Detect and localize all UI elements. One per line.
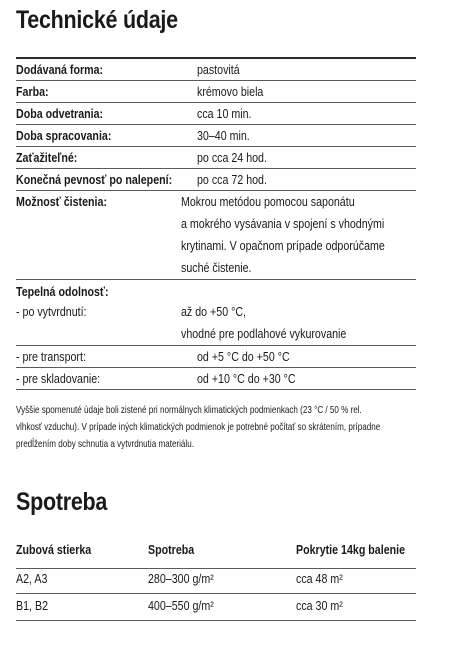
divider xyxy=(16,124,416,125)
spec-label: Dodávaná forma: xyxy=(16,62,104,77)
spec-value: cca 10 min. xyxy=(197,106,252,121)
table-cell: cca 48 m² xyxy=(296,571,343,586)
section-title-technical-data: Technické údaje xyxy=(16,6,178,34)
spec-label: Možnosť čistenia: xyxy=(16,194,107,209)
spec-label: Doba spracovania: xyxy=(16,128,112,143)
table-header: Zubová stierka xyxy=(16,542,92,557)
spec-value-line: až do +50 °C, xyxy=(181,304,247,319)
footnote-line: vlhkosť vzduchu). V prípade iných klimatických podmienok je potrebné počítať so skrátením, prípadne xyxy=(16,421,381,433)
table-cell: 280–300 g/m² xyxy=(148,571,214,586)
spec-label: Zaťažiteľné: xyxy=(16,150,78,165)
spec-value: od +5 °C do +50 °C xyxy=(197,349,290,364)
footnote-line: predĺžením doby schnutia a vytvrdnutia materiálu. xyxy=(16,438,194,450)
spec-label: Doba odvetrania: xyxy=(16,106,104,121)
footnote xyxy=(16,402,416,453)
spec-value-line: vhodné pre podlahové vykurovanie xyxy=(181,326,347,341)
spec-label: Farba: xyxy=(16,84,49,99)
spec-label: - pre transport: xyxy=(16,349,86,364)
spec-label: Konečná pevnosť po nalepení: xyxy=(16,172,173,187)
divider xyxy=(16,389,416,390)
spec-label: - pre skladovanie: xyxy=(16,371,101,386)
divider xyxy=(16,190,416,191)
section-title-consumption: Spotreba xyxy=(16,488,108,516)
spec-value-line: suché čistenie. xyxy=(181,260,252,275)
divider xyxy=(16,593,416,594)
spec-value-line: krytinami. V opačnom prípade odporúčame xyxy=(181,238,385,253)
footnote-line: Vyššie spomenuté údaje boli zistené pri normálnych klimatických podmienkach (23 °C / 50 % rel. xyxy=(16,404,362,416)
spec-value-line: Mokrou metódou pomocou saponátu xyxy=(181,194,355,209)
divider xyxy=(16,279,416,280)
table-header: Spotreba xyxy=(148,542,195,557)
divider xyxy=(16,367,416,368)
divider xyxy=(16,168,416,169)
divider xyxy=(16,80,416,81)
table-cell: 400–550 g/m² xyxy=(148,598,214,613)
divider xyxy=(16,57,416,59)
table-header: Pokrytie 14kg balenie xyxy=(296,542,406,557)
spec-value: pastovitá xyxy=(197,62,240,77)
spec-value: od +10 °C do +30 °C xyxy=(197,371,296,386)
divider xyxy=(16,146,416,147)
divider xyxy=(16,620,416,621)
table-cell: cca 30 m² xyxy=(296,598,343,613)
spec-label: - po vytvrdnutí: xyxy=(16,304,87,319)
spec-value: po cca 72 hod. xyxy=(197,172,267,187)
spec-value: krémovo biela xyxy=(197,84,264,99)
spec-value: po cca 24 hod. xyxy=(197,150,267,165)
divider xyxy=(16,102,416,103)
divider xyxy=(16,568,416,569)
table-cell: B1, B2 xyxy=(16,598,49,613)
spec-value: 30–40 min. xyxy=(197,128,250,143)
table-cell: A2, A3 xyxy=(16,571,48,586)
spec-value-line: a mokrého vysávania v spojení s vhodnými xyxy=(181,216,385,231)
divider xyxy=(16,345,416,346)
